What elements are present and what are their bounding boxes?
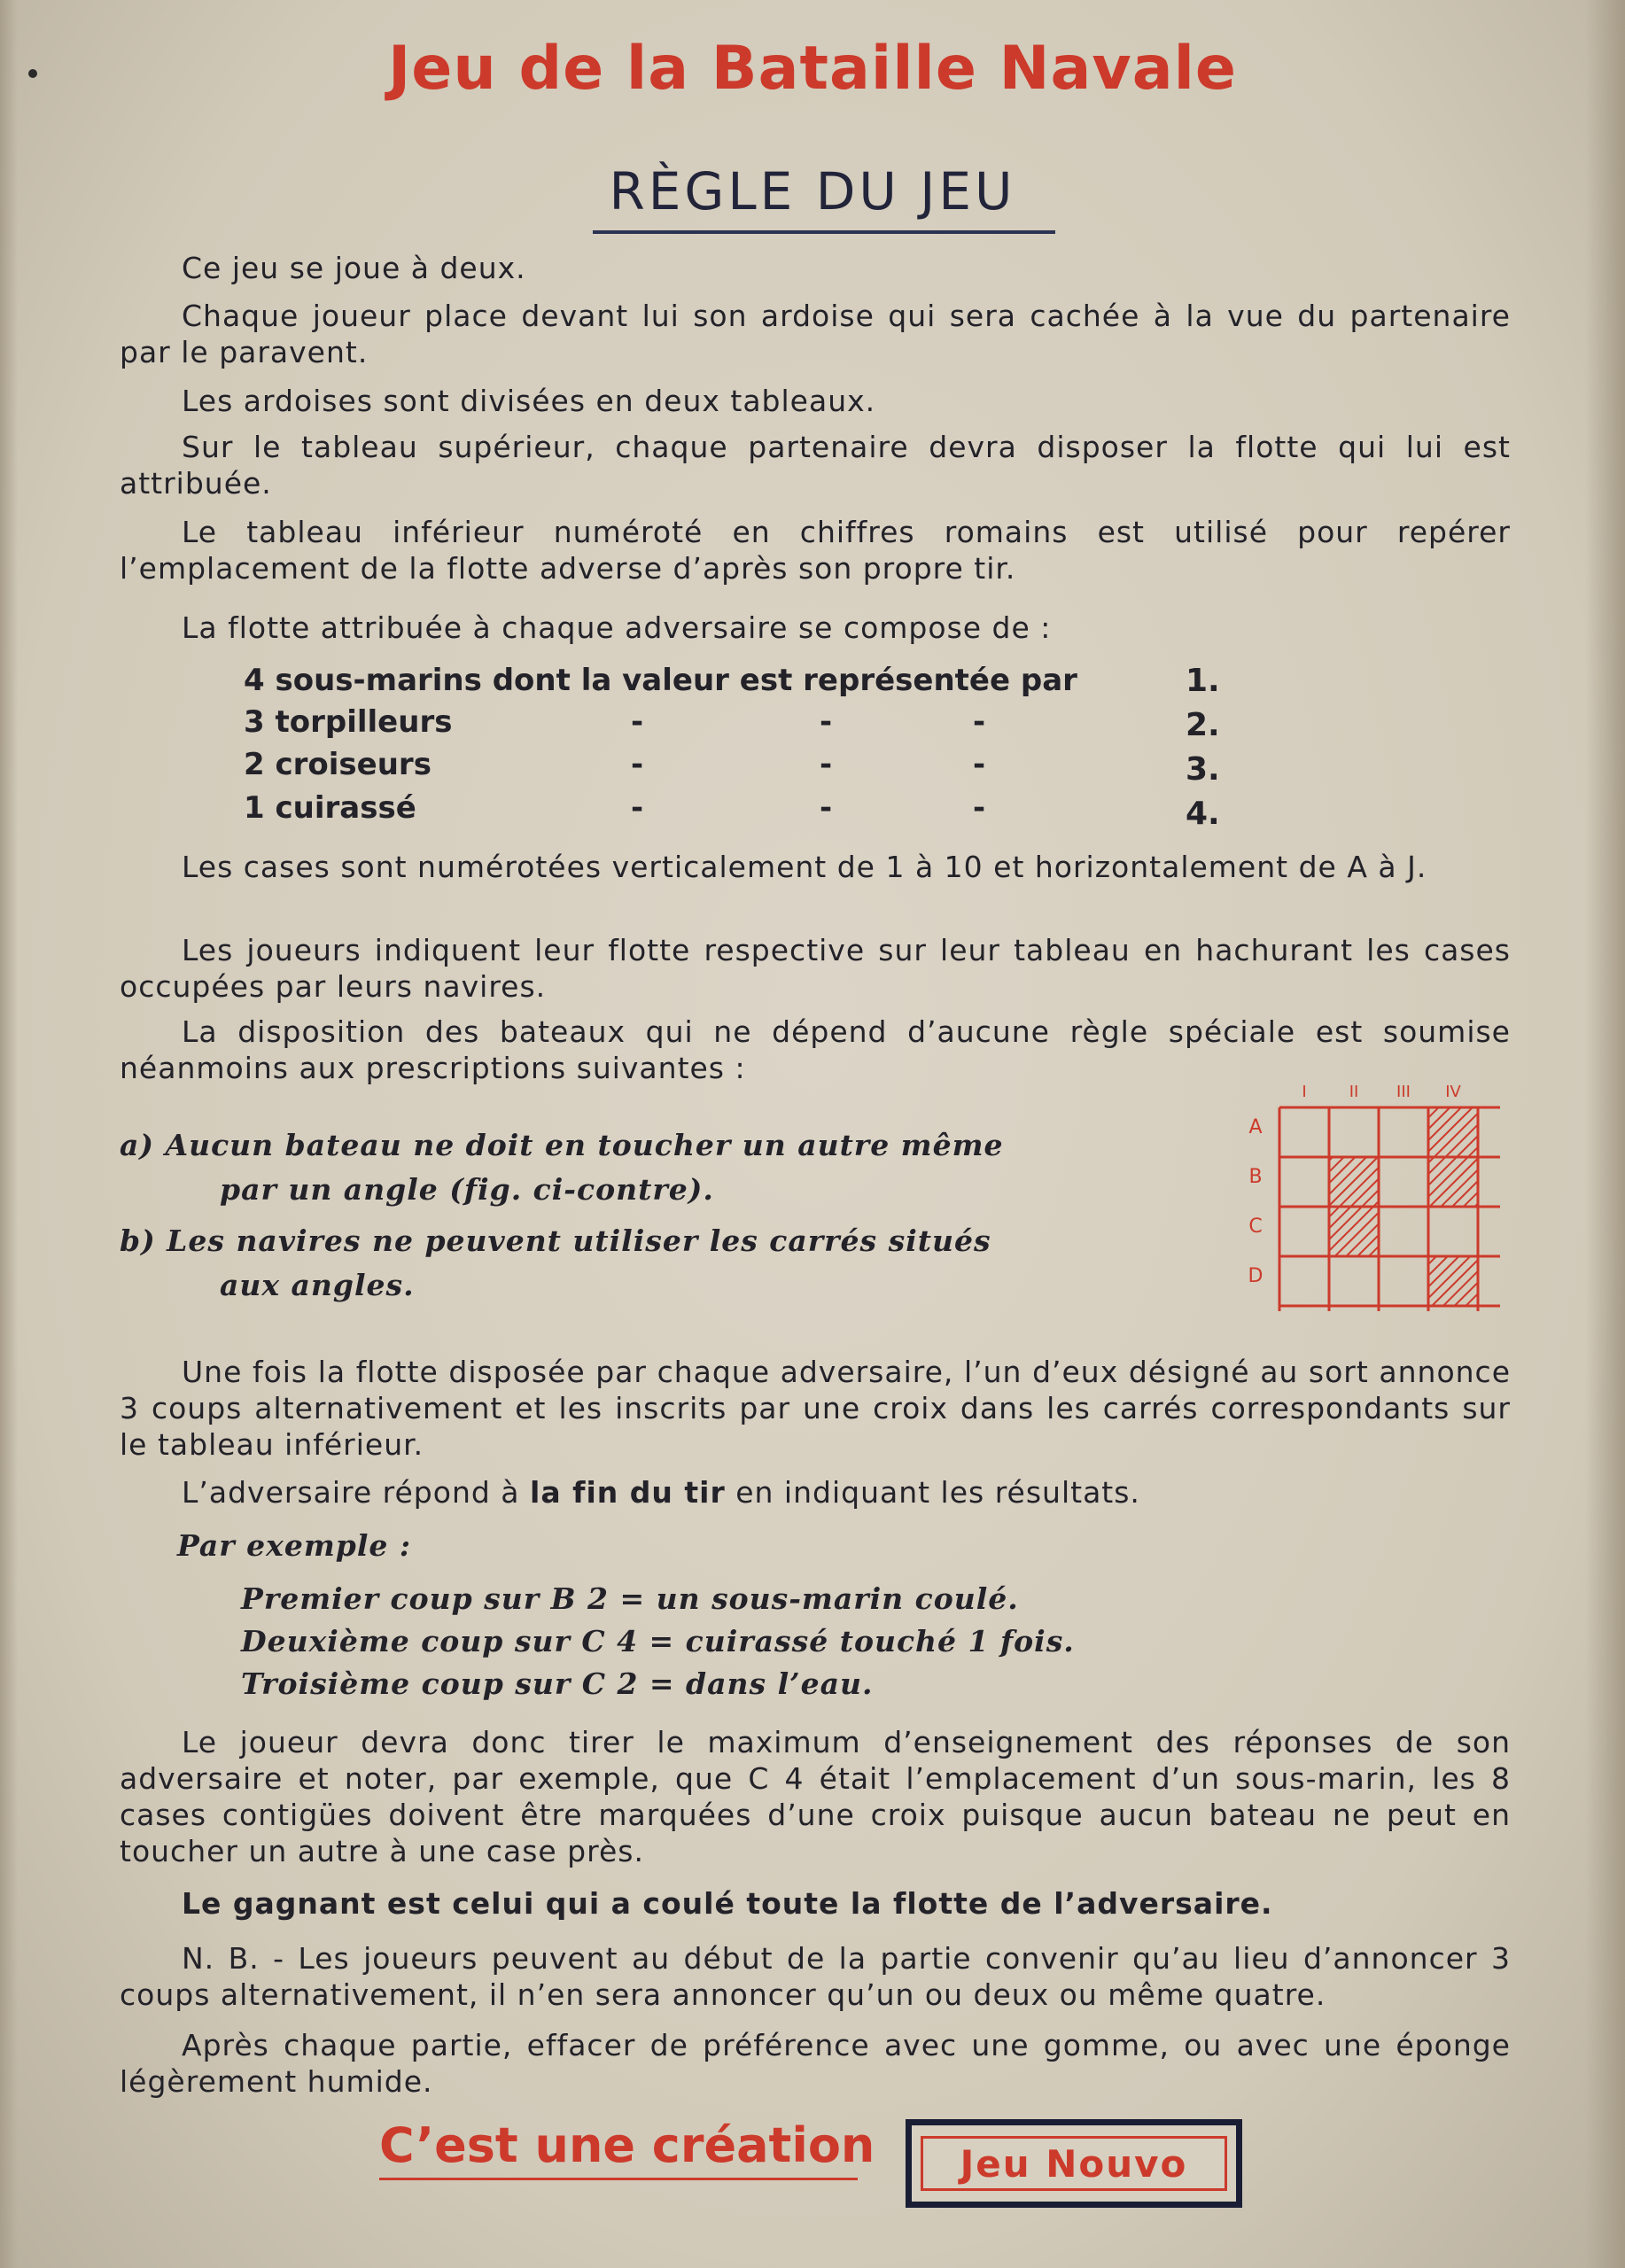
hatched-cell-b-ii: [1329, 1157, 1379, 1207]
rule-paragraph-11-emphasis: la fin du tir: [530, 1475, 726, 1510]
hatched-cell-a-iv: [1428, 1107, 1478, 1157]
fleet-row-battleship: 1 cuirassé: [244, 790, 416, 826]
winning-condition: Le gagnant est celui qui a coulé toute la flotte de l’adversaire.: [182, 1886, 1273, 1921]
fleet-value-torpedo-boats: 2.: [1186, 707, 1220, 743]
fleet-dash: -: [631, 704, 644, 740]
example-line-3: Troisième coup sur C 2 = dans l’eau.: [241, 1666, 874, 1701]
hatched-cell-d-iv: [1428, 1256, 1478, 1306]
rule-b-line-2: aux angles.: [220, 1268, 415, 1302]
rule-paragraph-1: Ce jeu se joue à deux.: [182, 251, 526, 285]
cleaning-instructions: Après chaque partie, effacer de préférence avec une gomme, ou avec une éponge légèrement humide.: [120, 2028, 1511, 2099]
brand-logo-text: Jeu Nouvo: [921, 2136, 1227, 2191]
brand-logo: [906, 2119, 1242, 2208]
fleet-value-battleship: 4.: [1186, 796, 1220, 832]
fleet-dash: -: [820, 790, 833, 826]
figure-row-label: A: [1248, 1116, 1263, 1138]
rule-paragraph-5: Le tableau inférieur numéroté en chiffres romains est utilisé pour repérer l’emplacement de la flotte adverse d’après son propre tir.: [120, 515, 1511, 586]
figure-row-label: C: [1248, 1216, 1263, 1238]
creation-underline: [379, 2178, 858, 2180]
paper-shadow-right: [1585, 0, 1625, 2268]
rule-paragraph-2: Chaque joueur place devant lui son ardoise qui sera cachée à la vue du partenaire par le paravent.: [120, 299, 1511, 369]
rule-paragraph-9: La disposition des bateaux qui ne dépend d’aucune règle spéciale est soumise néanmoins aux prescriptions suivantes :: [120, 1014, 1511, 1085]
rule-a-line-2: par un angle (fig. ci-contre).: [220, 1172, 714, 1207]
example-label: Par exemple :: [177, 1528, 412, 1563]
fleet-dash: -: [820, 704, 833, 740]
figure-column-label: III: [1396, 1083, 1411, 1101]
rule-paragraph-4: Sur le tableau supérieur, chaque partenaire devra disposer la flotte qui lui est attribuée.: [120, 430, 1511, 501]
figure-row-label: B: [1248, 1166, 1263, 1188]
rule-paragraph-11: [182, 1474, 1140, 1511]
fleet-value-submarines: 1.: [1186, 663, 1220, 699]
paper-shadow-left: [0, 0, 18, 2268]
rule-paragraph-11-start: L’adversaire répond à: [182, 1475, 520, 1510]
heading-underline: [593, 230, 1055, 234]
rules-heading: RÈGLE DU JEU: [609, 161, 1016, 221]
game-title: Jeu de la Bataille Navale: [387, 34, 1238, 104]
fleet-dash: -: [973, 747, 986, 782]
placement-example-figure: [1236, 1072, 1520, 1329]
fleet-row-cruisers: 2 croiseurs: [244, 747, 432, 782]
rule-paragraph-8: Les joueurs indiquent leur flotte respective sur leur tableau en hachurant les cases occupées par leurs navires.: [120, 933, 1511, 1004]
figure-row-label: D: [1248, 1265, 1263, 1287]
fleet-row-submarines: 4 sous-marins dont la valeur est représentée par: [244, 663, 1077, 698]
figure-column-label: I: [1302, 1083, 1307, 1101]
fleet-dash: -: [631, 790, 644, 826]
rule-paragraph-3: Les ardoises sont divisées en deux tableaux.: [182, 384, 876, 418]
fleet-value-cruisers: 3.: [1186, 751, 1220, 788]
fleet-dash: -: [973, 790, 986, 826]
rule-paragraph-7: Les cases sont numérotées verticalement de 1 à 10 et horizontalement de A à J.: [182, 850, 1427, 884]
hatched-cell-b-iv: [1428, 1157, 1478, 1207]
rule-b-line-1: b) Les navires ne peuvent utiliser les carrés situés: [120, 1223, 991, 1258]
rule-paragraph-12: Le joueur devra donc tirer le maximum d’enseignement des réponses de son adversaire et noter, par exemple, que C 4 était l’emplacement d’un sous-marin, les 8 cases contigües doivent être marquées d’une croix puisque aucun bateau ne peut en toucher un autre à une case près.: [120, 1725, 1511, 1868]
fleet-dash: -: [973, 704, 986, 740]
nota-bene: N. B. - Les joueurs peuvent au début de la partie convenir qu’au lieu d’annoncer 3 coups alternativement, il n’en sera annoncer qu’un ou deux ou même quatre.: [120, 1941, 1511, 2012]
creation-credit: C’est une création: [379, 2117, 875, 2173]
figure-column-label: II: [1349, 1083, 1359, 1101]
fleet-row-torpedo-boats: 3 torpilleurs: [244, 704, 453, 740]
figure-column-label: IV: [1445, 1083, 1461, 1101]
rule-paragraph-11-end: en indiquant les résultats.: [735, 1475, 1140, 1510]
fleet-dash: -: [631, 747, 644, 782]
fleet-dash: -: [820, 747, 833, 782]
rule-paragraph-10: Une fois la flotte disposée par chaque adversaire, l’un d’eux désigné au sort annonce 3 coups alternativement et les inscrits par une croix dans les carrés correspondants sur le tableau inférieur.: [120, 1355, 1511, 1462]
hatched-cell-c-ii: [1329, 1207, 1379, 1256]
rule-a-line-1: a) Aucun bateau ne doit en toucher un autre même: [120, 1128, 1004, 1162]
rule-paragraph-6: La flotte attribuée à chaque adversaire se compose de :: [182, 610, 1052, 645]
example-line-2: Deuxième coup sur C 4 = cuirassé touché 1 fois.: [241, 1624, 1075, 1658]
example-line-1: Premier coup sur B 2 = un sous-marin coulé.: [241, 1581, 1019, 1616]
